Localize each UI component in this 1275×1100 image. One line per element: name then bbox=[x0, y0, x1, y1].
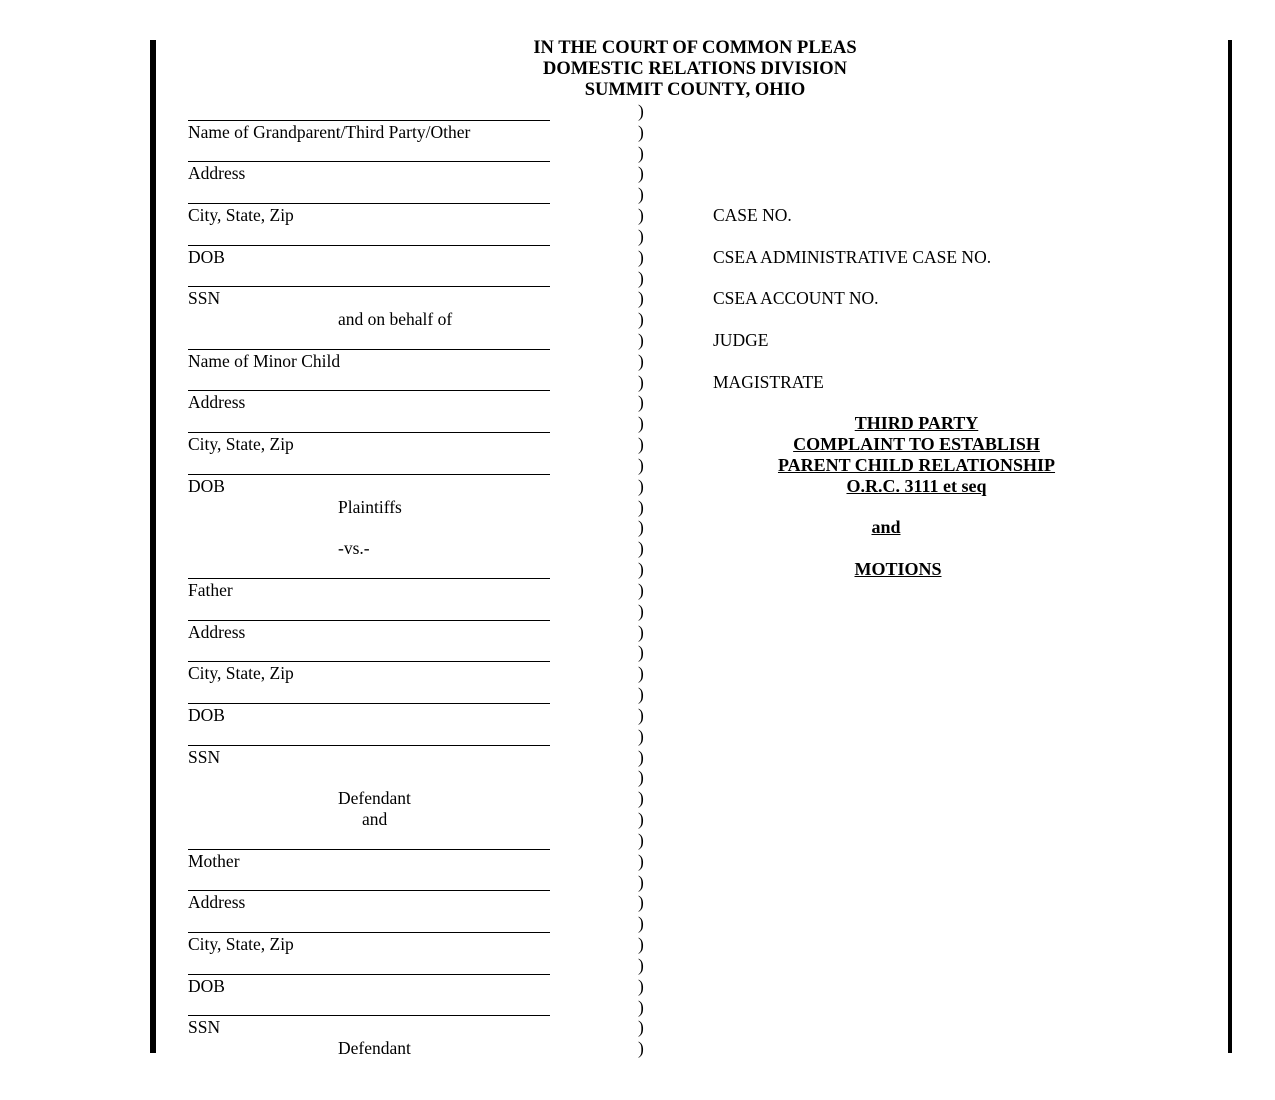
caption-paren: ) bbox=[638, 101, 644, 121]
mother-address-line[interactable] bbox=[188, 890, 550, 891]
caption-paren: ) bbox=[638, 268, 644, 288]
father-city-label: City, State, Zip bbox=[188, 663, 294, 683]
title-relationship: PARENT CHILD RELATIONSHIP bbox=[777, 455, 1056, 475]
court-header bbox=[380, 38, 1010, 101]
father-address-label: Address bbox=[188, 622, 246, 642]
caption-paren: ) bbox=[638, 955, 644, 975]
caption-paren: ) bbox=[638, 726, 644, 746]
caption-paren: ) bbox=[638, 788, 644, 808]
caption-paren: ) bbox=[638, 372, 644, 392]
minor-dob-label: DOB bbox=[188, 476, 225, 496]
caption-paren: ) bbox=[638, 767, 644, 787]
magistrate-label: MAGISTRATE bbox=[713, 372, 824, 392]
caption-paren: ) bbox=[638, 809, 644, 829]
csea-admin-case-label: CSEA ADMINISTRATIVE CASE NO. bbox=[713, 247, 992, 267]
mother-dob-line[interactable] bbox=[188, 974, 550, 975]
father-ssn-label: SSN bbox=[188, 747, 221, 767]
caption-paren: ) bbox=[638, 747, 644, 767]
caption-paren: ) bbox=[638, 663, 644, 683]
minor-city-line[interactable] bbox=[188, 432, 550, 433]
title-and: and bbox=[871, 517, 901, 537]
grandparent-ssn-line[interactable] bbox=[188, 286, 550, 287]
caption-paren: ) bbox=[638, 538, 644, 558]
father-city-line[interactable] bbox=[188, 661, 550, 662]
grandparent-city-label: City, State, Zip bbox=[188, 205, 294, 225]
title-complaint: COMPLAINT TO ESTABLISH bbox=[793, 434, 1040, 454]
caption-paren: ) bbox=[638, 830, 644, 850]
caption-paren: ) bbox=[638, 622, 644, 642]
court-county: SUMMIT COUNTY, OHIO bbox=[584, 80, 806, 100]
grandparent-address-label: Address bbox=[188, 163, 246, 183]
mother-name-line[interactable] bbox=[188, 849, 550, 850]
father-name-line[interactable] bbox=[188, 578, 550, 579]
minor-city-label: City, State, Zip bbox=[188, 434, 294, 454]
mother-ssn-label: SSN bbox=[188, 1017, 221, 1037]
caption-paren: ) bbox=[638, 601, 644, 621]
caption-paren: ) bbox=[638, 143, 644, 163]
plaintiffs-label: Plaintiffs bbox=[338, 497, 402, 517]
father-ssn-line[interactable] bbox=[188, 745, 550, 746]
left-border-rule bbox=[150, 40, 156, 1053]
caption-paren: ) bbox=[638, 309, 644, 329]
mother-address-label: Address bbox=[188, 892, 246, 912]
grandparent-city-line[interactable] bbox=[188, 203, 550, 204]
judge-label: JUDGE bbox=[713, 330, 769, 350]
father-dob-line[interactable] bbox=[188, 703, 550, 704]
csea-account-label: CSEA ACCOUNT NO. bbox=[713, 288, 879, 308]
minor-address-label: Address bbox=[188, 392, 246, 412]
grandparent-name-line[interactable] bbox=[188, 120, 550, 121]
grandparent-name-label: Name of Grandparent/Third Party/Other bbox=[188, 122, 471, 142]
caption-paren: ) bbox=[638, 205, 644, 225]
father-address-line[interactable] bbox=[188, 620, 550, 621]
caption-paren: ) bbox=[638, 497, 644, 517]
mother-name-label: Mother bbox=[188, 851, 240, 871]
mother-dob-label: DOB bbox=[188, 976, 225, 996]
caption-paren: ) bbox=[638, 455, 644, 475]
mother-city-line[interactable] bbox=[188, 932, 550, 933]
caption-paren: ) bbox=[638, 184, 644, 204]
caption-paren: ) bbox=[638, 163, 644, 183]
caption-paren: ) bbox=[638, 934, 644, 954]
caption-paren: ) bbox=[638, 288, 644, 308]
mother-city-label: City, State, Zip bbox=[188, 934, 294, 954]
caption-paren: ) bbox=[638, 580, 644, 600]
caption-paren: ) bbox=[638, 247, 644, 267]
father-defendant-label: Defendant bbox=[338, 788, 411, 808]
caption-paren: ) bbox=[638, 892, 644, 912]
caption-paren: ) bbox=[638, 872, 644, 892]
father-dob-label: DOB bbox=[188, 705, 225, 725]
grandparent-dob-line[interactable] bbox=[188, 245, 550, 246]
on-behalf-text: and on behalf of bbox=[338, 309, 453, 329]
caption-paren: ) bbox=[638, 1017, 644, 1037]
minor-name-label: Name of Minor Child bbox=[188, 351, 341, 371]
grandparent-dob-label: DOB bbox=[188, 247, 225, 267]
caption-paren: ) bbox=[638, 330, 644, 350]
mother-defendant-label: Defendant bbox=[338, 1038, 411, 1058]
caption-paren: ) bbox=[638, 226, 644, 246]
caption-paren: ) bbox=[638, 351, 644, 371]
caption-paren: ) bbox=[638, 413, 644, 433]
caption-paren: ) bbox=[638, 684, 644, 704]
caption-paren: ) bbox=[638, 913, 644, 933]
caption-paren: ) bbox=[638, 122, 644, 142]
versus-label: -vs.- bbox=[338, 538, 370, 558]
grandparent-ssn-label: SSN bbox=[188, 288, 221, 308]
court-division: DOMESTIC RELATIONS DIVISION bbox=[543, 59, 847, 79]
case-number-label: CASE NO. bbox=[713, 205, 792, 225]
minor-dob-line[interactable] bbox=[188, 474, 550, 475]
mother-ssn-line[interactable] bbox=[188, 1015, 550, 1016]
caption-paren: ) bbox=[638, 1038, 644, 1058]
caption-paren: ) bbox=[638, 559, 644, 579]
caption-paren: ) bbox=[638, 642, 644, 662]
court-name: IN THE COURT OF COMMON PLEAS bbox=[533, 38, 857, 58]
right-border-rule bbox=[1228, 40, 1232, 1053]
caption-paren: ) bbox=[638, 851, 644, 871]
title-third-party: THIRD PARTY bbox=[854, 413, 979, 433]
caption-paren: ) bbox=[638, 434, 644, 454]
caption-paren: ) bbox=[638, 705, 644, 725]
minor-address-line[interactable] bbox=[188, 390, 550, 391]
minor-name-line[interactable] bbox=[188, 349, 550, 350]
caption-paren: ) bbox=[638, 476, 644, 496]
and-label: and bbox=[362, 809, 388, 829]
title-statute: O.R.C. 3111 et seq bbox=[846, 476, 987, 496]
grandparent-address-line[interactable] bbox=[188, 161, 550, 162]
caption-paren: ) bbox=[638, 392, 644, 412]
caption-paren: ) bbox=[638, 997, 644, 1017]
father-name-label: Father bbox=[188, 580, 233, 600]
caption-paren: ) bbox=[638, 976, 644, 996]
caption-paren: ) bbox=[638, 517, 644, 537]
title-motions: MOTIONS bbox=[854, 559, 942, 579]
